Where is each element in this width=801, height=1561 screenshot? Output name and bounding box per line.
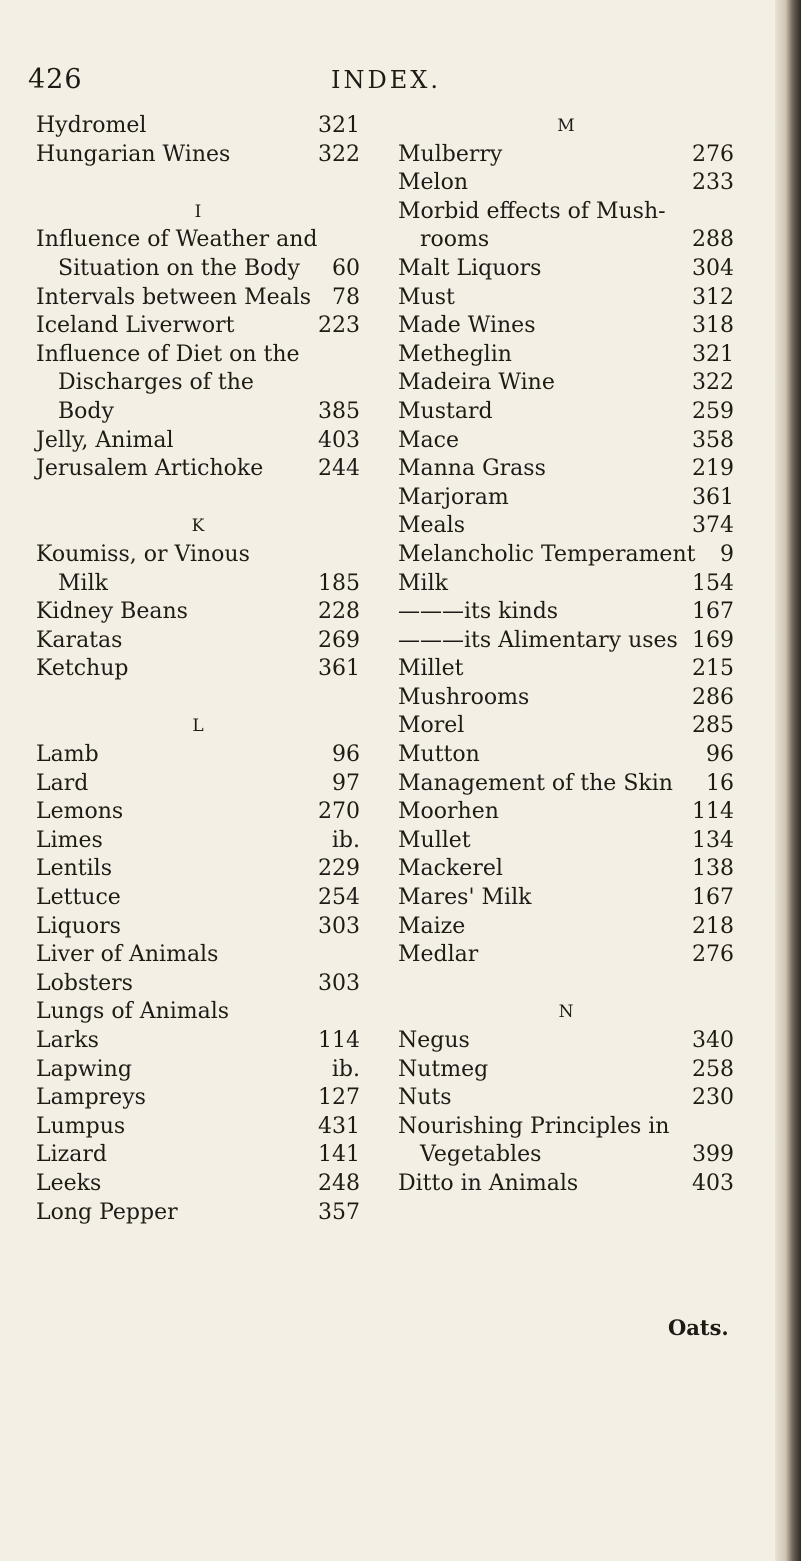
- entry-page-number: ib.: [331, 1056, 360, 1082]
- entry-term: Discharges of the: [58, 370, 254, 396]
- entry-page-number: 228: [318, 599, 360, 625]
- entry-term: ———its kinds: [398, 599, 559, 625]
- entry-page-number: 321: [692, 341, 734, 367]
- entry-page-number: 286: [692, 684, 734, 710]
- index-entry: [36, 112, 360, 141]
- entry-term: Jerusalem Artichoke: [36, 456, 264, 482]
- entry-page-number: 96: [706, 742, 734, 768]
- entry-term: Liquors: [36, 913, 121, 939]
- entry-term: Situation on the Body: [58, 255, 300, 281]
- entry-page-number: ib.: [331, 827, 360, 853]
- index-entry: [36, 941, 360, 970]
- entry-page-number: 138: [692, 856, 734, 882]
- index-entry: [398, 341, 734, 370]
- entry-page-number: 276: [692, 942, 734, 968]
- entry-term: Kidney Beans: [36, 599, 188, 625]
- index-entry: [36, 598, 360, 627]
- entry-term: Lumpus: [36, 1113, 126, 1139]
- entry-page-number: 288: [692, 227, 734, 253]
- index-entry: [398, 284, 734, 313]
- entry-page-number: 318: [692, 313, 734, 339]
- spacer: [36, 684, 360, 713]
- page-number: 426: [28, 64, 83, 95]
- entry-term: Mulberry: [398, 141, 503, 167]
- entry-term: Management of the Skin: [398, 770, 673, 796]
- entry-term: Vegetables: [420, 1142, 542, 1168]
- entry-page-number: 169: [692, 627, 734, 653]
- index-entry: [36, 798, 360, 827]
- index-entry: [36, 1199, 360, 1228]
- entry-page-number: 229: [318, 856, 360, 882]
- index-entry: [36, 1027, 360, 1056]
- entry-term: Mackerel: [398, 856, 503, 882]
- index-entry: [36, 855, 360, 884]
- index-entry: [398, 627, 734, 656]
- index-column-right: [398, 112, 734, 1199]
- index-entry: [398, 655, 734, 684]
- index-entry: [398, 226, 734, 255]
- index-entry: [398, 741, 734, 770]
- entry-term: Lard: [36, 770, 89, 796]
- entry-page-number: 97: [332, 770, 360, 796]
- entry-term: Manna Grass: [398, 456, 546, 482]
- entry-page-number: 431: [318, 1113, 360, 1139]
- entry-page-number: 215: [692, 656, 734, 682]
- entry-page-number: 312: [692, 284, 734, 310]
- entry-page-number: 254: [318, 885, 360, 911]
- entry-page-number: 114: [692, 799, 734, 825]
- entry-page-number: 303: [318, 970, 360, 996]
- index-entry: [36, 998, 360, 1027]
- entry-page-number: 167: [692, 599, 734, 625]
- entry-page-number: 269: [318, 627, 360, 653]
- entry-term: Melancholic Temperament: [398, 541, 696, 567]
- index-entry: [36, 398, 360, 427]
- entry-page-number: 141: [318, 1142, 360, 1168]
- index-entry: [398, 1084, 734, 1113]
- entry-page-number: 78: [332, 284, 360, 310]
- entry-page-number: 223: [318, 313, 360, 339]
- entry-term: Jelly, Animal: [36, 427, 174, 453]
- index-entry: [36, 455, 360, 484]
- index-entry: [398, 570, 734, 599]
- index-entry: [398, 712, 734, 741]
- entry-page-number: 154: [692, 570, 734, 596]
- index-entry: [36, 341, 360, 370]
- entry-page-number: 276: [692, 141, 734, 167]
- entry-term: Lungs of Animals: [36, 999, 230, 1025]
- index-entry: [398, 169, 734, 198]
- index-entry: [36, 226, 360, 255]
- entry-term: Meals: [398, 513, 465, 539]
- entry-page-number: 358: [692, 427, 734, 453]
- entry-term: Mushrooms: [398, 684, 530, 710]
- entry-page-number: 361: [318, 656, 360, 682]
- index-entry: [398, 941, 734, 970]
- index-entry: [36, 1170, 360, 1199]
- entry-page-number: 403: [318, 427, 360, 453]
- entry-term: rooms: [420, 227, 490, 253]
- entry-page-number: 270: [318, 799, 360, 825]
- entry-term: Body: [58, 398, 114, 424]
- index-entry: [398, 369, 734, 398]
- entry-term: Long Pepper: [36, 1199, 178, 1225]
- entry-page-number: 233: [692, 170, 734, 196]
- entry-term: Metheglin: [398, 341, 512, 367]
- entry-page-number: 167: [692, 885, 734, 911]
- entry-term: ———its Alimentary uses: [398, 627, 678, 653]
- page-header: [28, 64, 728, 104]
- entry-term: Lobsters: [36, 970, 133, 996]
- entry-page-number: 96: [332, 742, 360, 768]
- entry-page-number: 9: [720, 541, 734, 567]
- index-entry: [36, 741, 360, 770]
- entry-page-number: 304: [692, 255, 734, 281]
- entry-term: Mullet: [398, 827, 471, 853]
- index-entry: [36, 284, 360, 313]
- index-entry: [36, 913, 360, 942]
- entry-page-number: 340: [692, 1028, 734, 1053]
- section-letter: I: [194, 201, 202, 222]
- index-entry: [36, 1141, 360, 1170]
- index-entry: [36, 770, 360, 799]
- entry-term: Hydromel: [36, 113, 147, 138]
- entry-page-number: 244: [318, 456, 360, 482]
- index-entry: [398, 255, 734, 284]
- entry-term: Lentils: [36, 856, 113, 882]
- index-entry: [398, 484, 734, 513]
- index-entry: [36, 427, 360, 456]
- entry-term: Melon: [398, 170, 468, 196]
- entry-term: Iceland Liverwort: [36, 313, 235, 339]
- entry-term: Lampreys: [36, 1085, 146, 1111]
- entry-page-number: 16: [706, 770, 734, 796]
- index-entry: [398, 198, 734, 227]
- section-letter: K: [191, 516, 205, 537]
- entry-term: Milk: [58, 570, 108, 596]
- spacer: [36, 484, 360, 513]
- index-entry: [36, 369, 360, 398]
- entry-page-number: 399: [692, 1142, 734, 1168]
- entry-term: Influence of Weather and: [36, 227, 318, 253]
- entry-term: Ditto in Animals: [398, 1170, 579, 1196]
- index-entry: [398, 312, 734, 341]
- entry-page-number: 303: [318, 913, 360, 939]
- entry-term: Lizard: [36, 1142, 107, 1168]
- entry-page-number: 114: [318, 1028, 360, 1053]
- entry-term: Mustard: [398, 398, 493, 424]
- entry-term: Milk: [398, 570, 448, 596]
- entry-page-number: 374: [692, 513, 734, 539]
- entry-page-number: 60: [332, 255, 360, 281]
- entry-term: Lettuce: [36, 885, 121, 911]
- entry-term: Morbid effects of Mush-: [398, 198, 666, 224]
- entry-term: Nuts: [398, 1085, 452, 1111]
- index-entry: [398, 884, 734, 913]
- entry-page-number: 322: [692, 370, 734, 396]
- entry-term: Malt Liquors: [398, 255, 542, 281]
- entry-term: Limes: [36, 827, 103, 853]
- index-entry: [36, 970, 360, 999]
- entry-page-number: 403: [692, 1170, 734, 1196]
- entry-page-number: 357: [318, 1199, 360, 1225]
- entry-term: Mares' Milk: [398, 885, 532, 911]
- spacer: [36, 169, 360, 198]
- entry-page-number: 134: [692, 827, 734, 853]
- index-entry: [36, 884, 360, 913]
- index-entry: [398, 1141, 734, 1170]
- index-entry: [36, 255, 360, 284]
- index-entry: [398, 427, 734, 456]
- section-letter: L: [192, 716, 204, 737]
- entry-term: Mace: [398, 427, 459, 453]
- index-entry: [36, 570, 360, 599]
- entry-page-number: 127: [318, 1085, 360, 1111]
- entry-term: Liver of Animals: [36, 942, 219, 968]
- entry-page-number: 185: [318, 570, 360, 596]
- entry-term: Lapwing: [36, 1056, 132, 1082]
- entry-page-number: 322: [318, 141, 360, 167]
- index-entry: [36, 1113, 360, 1142]
- running-head: INDEX.: [331, 66, 441, 94]
- entry-term: Nourishing Principles in: [398, 1113, 670, 1139]
- index-entry: [36, 541, 360, 570]
- index-entry: [398, 598, 734, 627]
- index-entry: [398, 684, 734, 713]
- entry-term: Maize: [398, 913, 466, 939]
- section-letter: M: [557, 116, 575, 136]
- entry-term: Marjoram: [398, 484, 509, 510]
- index-entry: [36, 655, 360, 684]
- entry-page-number: 285: [692, 713, 734, 739]
- section-letter: N: [558, 1002, 574, 1023]
- entry-term: Must: [398, 284, 455, 310]
- entry-term: Nutmeg: [398, 1056, 489, 1082]
- index-entry: [398, 1113, 734, 1142]
- entry-page-number: 258: [692, 1056, 734, 1082]
- entry-term: Influence of Diet on the: [36, 341, 300, 367]
- index-entry: [398, 141, 734, 170]
- entry-term: Koumiss, or Vinous: [36, 541, 250, 567]
- index-entry: [36, 827, 360, 856]
- spacer: [398, 970, 734, 999]
- entry-term: Ketchup: [36, 656, 129, 682]
- index-entry: [36, 141, 360, 170]
- entry-term: Madeira Wine: [398, 370, 555, 396]
- catchword: Oats.: [668, 1315, 729, 1340]
- entry-term: Hungarian Wines: [36, 141, 231, 167]
- index-entry: [398, 1170, 734, 1199]
- entry-term: Intervals between Meals: [36, 284, 312, 310]
- entry-page-number: 219: [692, 456, 734, 482]
- index-entry: [36, 627, 360, 656]
- entry-term: Lemons: [36, 799, 124, 825]
- index-entry: [398, 541, 734, 570]
- entry-page-number: 248: [318, 1170, 360, 1196]
- entry-page-number: 385: [318, 398, 360, 424]
- index-entry: [398, 827, 734, 856]
- entry-page-number: 321: [318, 113, 360, 138]
- index-entry: [36, 1056, 360, 1085]
- entry-term: Karatas: [36, 627, 123, 653]
- index-entry: [398, 455, 734, 484]
- entry-term: Lamb: [36, 742, 99, 768]
- entry-term: Millet: [398, 656, 464, 682]
- entry-term: Leeks: [36, 1170, 102, 1196]
- index-entry: [398, 1027, 734, 1056]
- entry-term: Morel: [398, 713, 465, 739]
- entry-page-number: 218: [692, 913, 734, 939]
- index-entry: [398, 913, 734, 942]
- index-entry: [36, 1084, 360, 1113]
- entry-term: Moorhen: [398, 799, 499, 825]
- entry-page-number: 259: [692, 398, 734, 424]
- entry-term: Negus: [398, 1028, 470, 1053]
- entry-term: Medlar: [398, 942, 479, 968]
- index-entry: [36, 312, 360, 341]
- index-entry: [398, 1056, 734, 1085]
- index-entry: [398, 855, 734, 884]
- index-column-left: [36, 112, 360, 1227]
- page-edge-shadow: [775, 0, 801, 1561]
- index-entry: [398, 770, 734, 799]
- entry-page-number: 230: [692, 1085, 734, 1111]
- entry-page-number: 361: [692, 484, 734, 510]
- entry-term: Larks: [36, 1028, 99, 1053]
- entry-term: Mutton: [398, 742, 480, 768]
- index-entry: [398, 798, 734, 827]
- entry-term: Made Wines: [398, 313, 536, 339]
- index-entry: [398, 398, 734, 427]
- index-entry: [398, 512, 734, 541]
